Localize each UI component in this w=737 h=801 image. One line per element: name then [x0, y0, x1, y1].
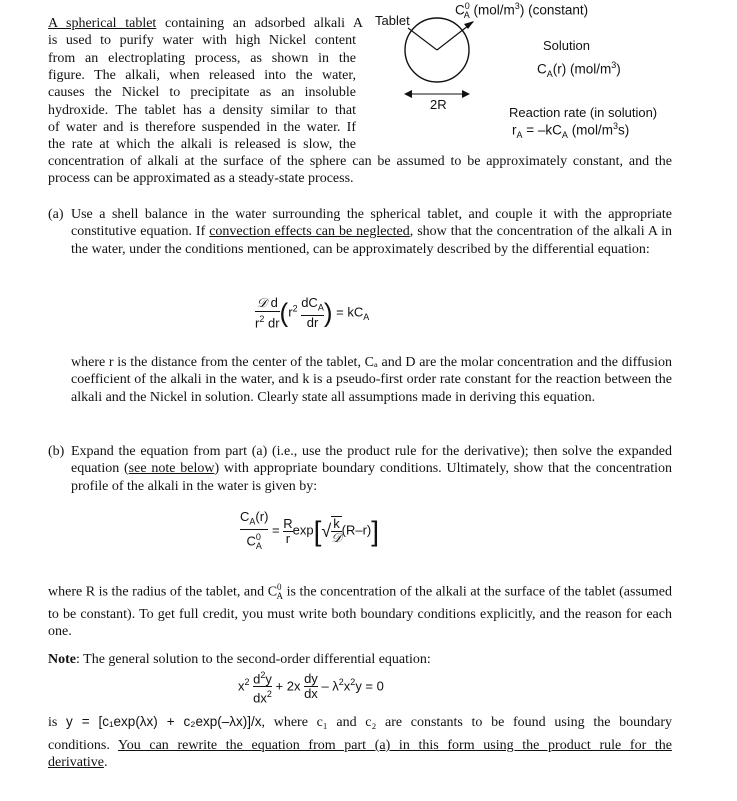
diameter-label: 2R — [430, 97, 447, 112]
part-a-equation: $\frac{\text{𝒟 d}}{r^2 dr}$ ($r^2$ $\frac{dC_A}{dr}$ ) = $kC_A$ — [255, 295, 370, 331]
note-line-3: derivative. — [48, 755, 108, 770]
surface-concentration: $C^0_A$ $(mol/m^3)$ (constant) — [455, 1, 589, 21]
note-ode: $x^2$ $\frac{d^2y}{dx^2}$ + 2x $\frac{dy}{dx}$ – $\lambda^2x^2y = 0$ — [238, 670, 384, 706]
part-a-label: (a) — [48, 207, 64, 222]
part-b-where: where R is the radius of the tablet, and $C^0_A$ is the concentration of the alkali at the surface of the tablet (assumed to be constant). To get full credit, you must write both boundary conditions explicitly, and the reason for each one. — [48, 582, 672, 640]
part-b-label: (b) — [48, 444, 65, 459]
intro-line-4: figure. The alkali, when released into the water, — [48, 68, 356, 83]
note-solution-line: is y = [c₁exp(λx) + c₂exp(–λx)]/x, where c₁ and c₂ are constants to be found using the boundary — [48, 714, 672, 730]
eq-b-R-over-r: $\frac{R}{r}$ — [283, 515, 293, 546]
solution-label: Solution — [543, 38, 590, 53]
eq-a-prefactor: $\frac{\text{𝒟 d}}{r^2 dr}$ — [255, 295, 280, 331]
part-a-text: Use a shell balance in the water surrounding the spherical tablet, and couple it with the appropriate constitutive equation. If convection effects can be neglected, show that the concentration of the alkali A in the water, under the conditions mentioned, can be approximately described by the differential equation: — [71, 207, 673, 257]
part-a-where: where r is the distance from the center of the tablet, Cₐ and D are the molar concentration and the diffusion coefficient of the alkali in the water, and k is a pseudo-first order rate constant for the reaction between the alkali and the Nickel in solution. Clearly state all assumptions made in deriving this equation. — [71, 355, 672, 405]
intro-line-1: A spherical tablet containing an adsorbed alkali A — [48, 16, 363, 31]
eq-b-k-over-D: $\frac{k}{\text{𝒟}}$ — [331, 516, 342, 547]
intro-line-6: hydroxide. The tablet has a density similar to that — [48, 103, 356, 118]
eq-b-ratio: $\frac{C_A(r)}{C^0_A}$ — [240, 509, 269, 551]
part-b-equation: $\frac{C_A(r)}{C^0_A}$ = $\frac{R}{r}$ exp[√ $\frac{k}{\text{𝒟}}$ (R–r)] — [240, 509, 380, 551]
part-b-text: Expand the equation from part (a) (i.e., use the product rule for the derivative); then solve the expanded equation (see note below) with appropriate boundary conditions. Ultimately, show that the concentration profile of the alkali in the water is given by: — [71, 444, 672, 494]
ode-second-derivative: $\frac{d^2y}{dx^2}$ — [253, 670, 272, 706]
tablet-label: Tablet — [375, 13, 410, 28]
diameter-arrow-right — [462, 90, 470, 98]
intro-continuation: concentration of alkali at the surface of the sphere can be assumed to be approximately constant, and the process can be approximated as a steady-state process. — [48, 154, 672, 187]
reaction-rate-title: Reaction rate (in solution) — [509, 105, 658, 120]
diameter-arrow-left — [404, 90, 412, 98]
ode-first-derivative: $\frac{dy}{dx}$ — [304, 671, 318, 702]
intro-line-2: is used to purify water with high Nickel content — [48, 33, 356, 48]
intro-line-3: from an electroplating process, as shown in the — [48, 51, 356, 66]
tablet-label-pointer — [408, 28, 437, 50]
intro-line-8: the rate at which the alkali is released is slow, the — [48, 137, 356, 152]
note-line-2: conditions. You can rewrite the equation from part (a) in this form using the product rule for the — [48, 738, 672, 753]
intro-line-7: of water and is therefore suspended in the water. If — [48, 120, 356, 135]
intro-line-5: causes the Nickel to precipitate as an insoluble — [48, 85, 356, 100]
solution-concentration: $C_A(r)$ $(mol/m^3)$ — [537, 60, 621, 80]
note-intro: Note: The general solution to the second-order differential equation: — [48, 652, 431, 667]
reaction-rate-expression: $r_A = -kC_A$ $(mol/m^3s)$ — [512, 121, 630, 141]
eq-a-derivative: $\frac{dC_A}{dr}$ — [301, 295, 324, 330]
